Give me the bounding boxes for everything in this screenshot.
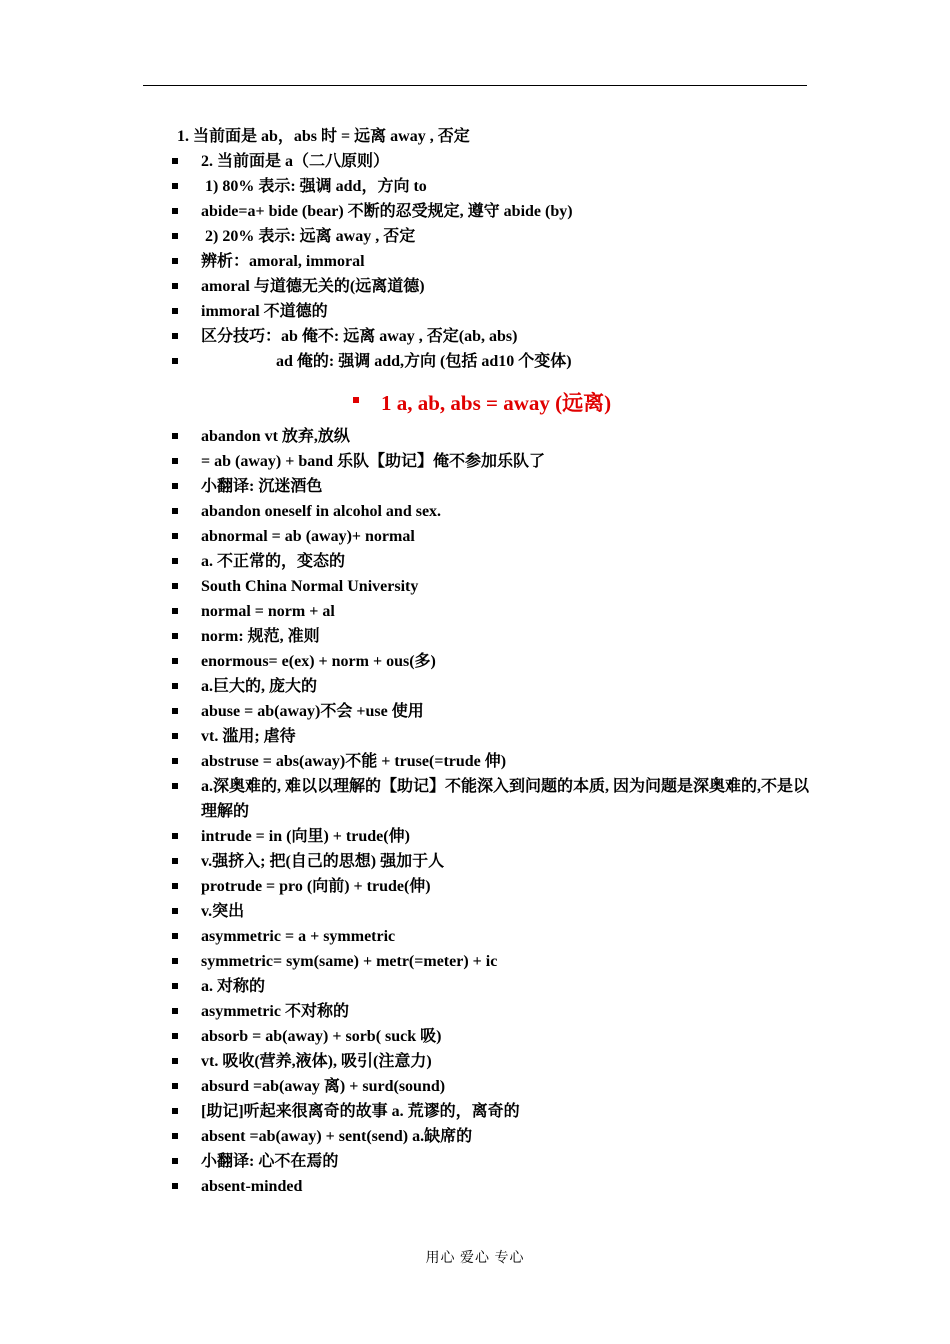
bullet-icon bbox=[172, 908, 178, 914]
bullet-icon bbox=[172, 608, 178, 614]
list-item-text: absurd =ab(away 离) + surd(sound) bbox=[201, 1078, 446, 1095]
list-item-text: vt. 吸收(营养,液体), 吸引(注意力) bbox=[201, 1053, 432, 1070]
bullet-icon bbox=[172, 1058, 178, 1064]
list-item-text: abstruse = abs(away)不能 + truse(=trude 伸) bbox=[201, 753, 507, 770]
bullet-icon bbox=[172, 1083, 178, 1089]
bullet-icon bbox=[172, 233, 178, 239]
list-item-text: a. 不正常的，变态的 bbox=[201, 553, 346, 570]
list-item bbox=[0, 1024, 950, 1049]
list-item bbox=[0, 724, 950, 749]
bullet-icon bbox=[172, 283, 178, 289]
intro-line: 区分技巧：ab 俺不: 远离 away , 否定(ab, abs) bbox=[0, 324, 950, 349]
list-item bbox=[0, 424, 950, 449]
list-item-text: 小翻译: 心不在焉的 bbox=[201, 1153, 339, 1170]
intro-line: 1) 80% 表示: 强调 add，方向 to bbox=[0, 174, 950, 199]
bullet-icon bbox=[172, 583, 178, 589]
list-item-text: intrude = in (向里) + trude(伸) bbox=[201, 828, 410, 845]
bullet-icon bbox=[172, 558, 178, 564]
bullet-icon bbox=[172, 1183, 178, 1189]
bullet-icon bbox=[172, 1158, 178, 1164]
section-heading: 1 a, ab, abs = away (远离) bbox=[0, 374, 950, 424]
list-item bbox=[0, 1124, 950, 1149]
bullet-icon bbox=[172, 883, 178, 889]
list-item-text: vt. 滥用; 虐待 bbox=[201, 728, 296, 745]
list-item bbox=[0, 524, 950, 549]
list-item bbox=[0, 1049, 950, 1074]
list-item bbox=[0, 699, 950, 724]
bullet-icon bbox=[172, 833, 178, 839]
list-item bbox=[0, 649, 950, 674]
list-item bbox=[0, 449, 950, 474]
bullet-icon bbox=[172, 458, 178, 464]
entry-list bbox=[0, 424, 950, 774]
list-item-text: absent-minded bbox=[201, 1178, 303, 1195]
list-item-text: protrude = pro (向前) + trude(伸) bbox=[201, 878, 431, 895]
list-item bbox=[0, 549, 950, 574]
document-body bbox=[0, 124, 950, 1199]
list-item bbox=[0, 1099, 950, 1124]
bullet-icon bbox=[172, 658, 178, 664]
list-item bbox=[0, 949, 950, 974]
entry-list bbox=[0, 824, 950, 1199]
list-item bbox=[0, 824, 950, 849]
list-item-text: asymmetric = a + symmetric bbox=[201, 928, 396, 945]
bullet-icon bbox=[353, 397, 359, 403]
list-item-text: a.巨大的, 庞大的 bbox=[201, 678, 318, 695]
list-item-text: abandon oneself in alcohol and sex. bbox=[201, 503, 442, 520]
list-item bbox=[0, 624, 950, 649]
list-item-text: [助记]听起来很离奇的故事 a. 荒谬的，离奇的 bbox=[201, 1103, 520, 1120]
list-item bbox=[0, 899, 950, 924]
list-item-text: symmetric= sym(same) + metr(=meter) + ic bbox=[201, 953, 498, 970]
list-item-text: asymmetric 不对称的 bbox=[201, 1003, 349, 1020]
list-item-text: = ab (away) + band 乐队【助记】俺不参加乐队了 bbox=[201, 453, 546, 470]
intro-line: 1. 当前面是 ab，abs 时 = 远离 away , 否定 bbox=[177, 128, 470, 145]
list-item-text: a. 对称的 bbox=[201, 978, 266, 995]
bullet-icon bbox=[172, 508, 178, 514]
bullet-icon bbox=[172, 258, 178, 264]
list-item bbox=[0, 599, 950, 624]
list-item bbox=[0, 849, 950, 874]
bullet-icon bbox=[172, 683, 178, 689]
list-item-text: v.突出 bbox=[201, 903, 245, 920]
bullet-icon bbox=[172, 758, 178, 764]
list-item-text: enormous= e(ex) + norm + ous(多) bbox=[201, 653, 436, 670]
bullet-icon bbox=[172, 633, 178, 639]
list-item bbox=[0, 1149, 950, 1174]
bullet-icon bbox=[172, 333, 178, 339]
list-item bbox=[0, 749, 950, 774]
list-item-text: norm: 规范, 准则 bbox=[201, 628, 320, 645]
list-item bbox=[0, 574, 950, 599]
bullet-icon bbox=[172, 858, 178, 864]
list-item bbox=[0, 924, 950, 949]
bullet-icon bbox=[172, 1133, 178, 1139]
bullet-icon bbox=[172, 983, 178, 989]
list-item bbox=[0, 474, 950, 499]
list-item bbox=[0, 499, 950, 524]
bullet-icon bbox=[172, 1033, 178, 1039]
list-item bbox=[0, 1074, 950, 1099]
bullet-icon bbox=[172, 1008, 178, 1014]
bullet-icon bbox=[172, 183, 178, 189]
bullet-icon bbox=[172, 733, 178, 739]
intro-line: amoral 与道德无关的(远离道德) bbox=[0, 274, 950, 299]
list-item-text: abuse = ab(away)不会 +use 使用 bbox=[201, 703, 424, 720]
intro-line: immoral 不道德的 bbox=[0, 299, 950, 324]
bullet-icon bbox=[172, 358, 178, 364]
intro-line: ad 俺的: 强调 add,方向 (包括 ad10 个变体) bbox=[0, 349, 950, 374]
list-item-text: abnormal = ab (away)+ normal bbox=[201, 528, 415, 545]
list-item bbox=[0, 974, 950, 999]
bullet-icon bbox=[172, 783, 178, 789]
bullet-icon bbox=[172, 708, 178, 714]
bullet-icon bbox=[172, 433, 178, 439]
list-item bbox=[0, 999, 950, 1024]
list-item-text: absent =ab(away) + sent(send) a.缺席的 bbox=[201, 1128, 473, 1145]
list-item-text: 小翻译: 沉迷酒色 bbox=[201, 478, 323, 495]
bullet-icon bbox=[172, 533, 178, 539]
bullet-icon bbox=[172, 208, 178, 214]
page-footer: 用心 爱心 专心 bbox=[425, 1251, 525, 1266]
list-item-text: v.强挤入; 把(自己的思想) 强加于人 bbox=[201, 853, 445, 870]
list-item bbox=[0, 874, 950, 899]
intro-line: 2) 20% 表示: 远离 away , 否定 bbox=[0, 224, 950, 249]
list-item-text: normal = norm + al bbox=[201, 603, 335, 620]
list-item-text: South China Normal University bbox=[201, 578, 419, 595]
list-item bbox=[0, 1174, 950, 1199]
intro-line: 2. 当前面是 a（二八原则） bbox=[0, 149, 950, 174]
bullet-icon bbox=[172, 158, 178, 164]
intro-line: 辨析：amoral, immoral bbox=[0, 249, 950, 274]
bullet-icon bbox=[172, 308, 178, 314]
list-item-text: abandon vt 放弃,放纵 bbox=[201, 428, 350, 445]
list-item bbox=[0, 674, 950, 699]
wrapped-entry: a.深奥难的, 难以以理解的【助记】不能深入到问题的本质, 因为问题是深奥难的,不是以理解的 bbox=[0, 774, 950, 824]
header-rule bbox=[143, 85, 807, 86]
bullet-icon bbox=[172, 483, 178, 489]
list-item-text: absorb = ab(away) + sorb( suck 吸) bbox=[201, 1028, 442, 1045]
intro-line: abide=a+ bide (bear) 不断的忍受规定, 遵守 abide (by) bbox=[0, 199, 950, 224]
bullet-icon bbox=[172, 958, 178, 964]
bullet-icon bbox=[172, 933, 178, 939]
bullet-icon bbox=[172, 1108, 178, 1114]
